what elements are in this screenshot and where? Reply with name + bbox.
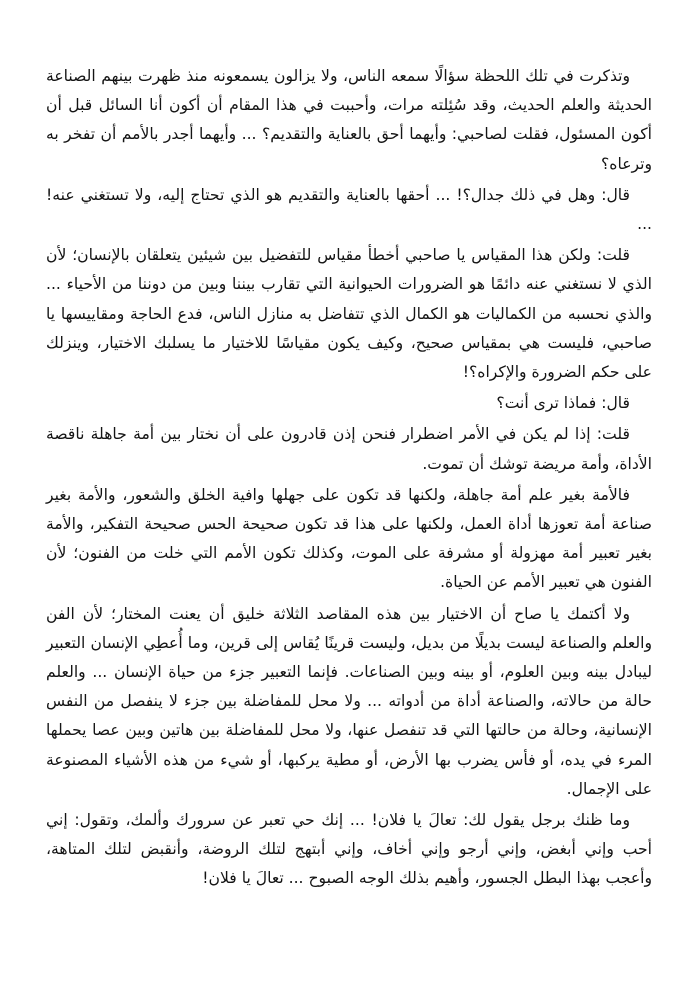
paragraph-8: وما ظنك برجل يقول لك: تعالَ يا فلان! ... إنك حي تعبر عن سرورك وألمك، وتقول: إني أحب وإني أبغض، وإني أرجو وإني أخاف، وإني أبتهج لتلك الروضة، وأنقبض لتلك المتاهة، وأعجب بهذا البطل الجسور، وأهيم بذلك الوجه الصبوح ... تعالَ يا فلان! [46,811,652,888]
document-page [46,62,652,896]
paragraph-4: قال: فماذا ترى أنت؟ [496,394,630,413]
paragraph-7: ولا أكتمك يا صاح أن الاختيار بين هذه المقاصد الثلاثة خليق أن يعنت المختار؛ لأن الفن والعلم والصناعة ليست بديلًا من بديل، وليست قرينًا يُقاس إلى قرين، وما أُعطِي الإنسان التعبير ليبادل بينه وبين العلوم، أو بينه وبين الصناعات. فإنما التعبير جزء من حياة الإنسان ... والعلم حالة من حالاته، والصناعة أداة من أدواته ... ولا محل للمفاضلة بين جزء لا ينفصل من النفس الإنسانية، وحالة من حالتها التي قد تنفصل عنها، ولا محل للمفاضلة بين هاتين وبين عصا يحملها المرء في يده، أو فأس يضرب بها الأرض، أو مطية يركبها، أو شيء من هذه الأشياء المصنوعة على الإجمال. [46,604,652,798]
paragraph-1: وتذكرت في تلك اللحظة سؤالًا سمعه الناس، ولا يزالون يسمعونه منذ ظهرت بينهم الصناعة الحديثة والعلم الحديث، وقد سُئِلته مرات، وأحببت في هذا المقام أن أكون أنا السائل قبل أن أكون المسئول، فقلت لصاحبي: وأيهما أحق بالعناية والتقديم؟ ... وأيهما أجدر بالأمم أن تفخر به وترعاه؟ [46,67,652,173]
paragraph-3: قلت: ولكن هذا المقياس يا صاحبي أخطأ مقياس للتفضيل بين شيئين يتعلقان بالإنسان؛ لأن الذي لا نستغني عنه دائمًا هو الضرورات الحيوانية التي تقارب بيننا وبين من دوننا من الأحياء ... والذي نحسبه من الكماليات هو الكمال الذي تتفاضل به منازل الناس، فدع الحاجة ومقاييسها يا صاحبي، فليست هي بمقياس صحيح، وكيف يكون مقياسًا للاختيار ما يسلبك الاختيار، وينزلك على حكم الضرورة والإكراه؟! [46,246,652,382]
paragraph-6: فالأمة بغير علم أمة جاهلة، ولكنها قد تكون على جهلها وافية الخلق والشعور، والأمة بغير صناعة أمة تعوزها أداة العمل، ولكنها على هذا قد تكون صحيحة الحس صحيحة التفكير، والأمة بغير تعبير أمة مهزولة أو مشرفة على الموت، وكذلك تكون الأمم التي خلت من الفنون؛ لأن الفنون هي تعبير الأمم عن الحياة. [46,485,652,592]
paragraph-5: قلت: إذا لم يكن في الأمر اضطرار فنحن إذن قادرون على أن نختار بين أمة جاهلة ناقصة الأداة، وأمة مريضة توشك أن تموت. [46,425,652,473]
paragraph-2: قال: وهل في ذلك جدال؟! ... أحقها بالعناية والتقديم هو الذي تحتاج إليه، ولا تستغني عنه! ... [46,185,652,234]
